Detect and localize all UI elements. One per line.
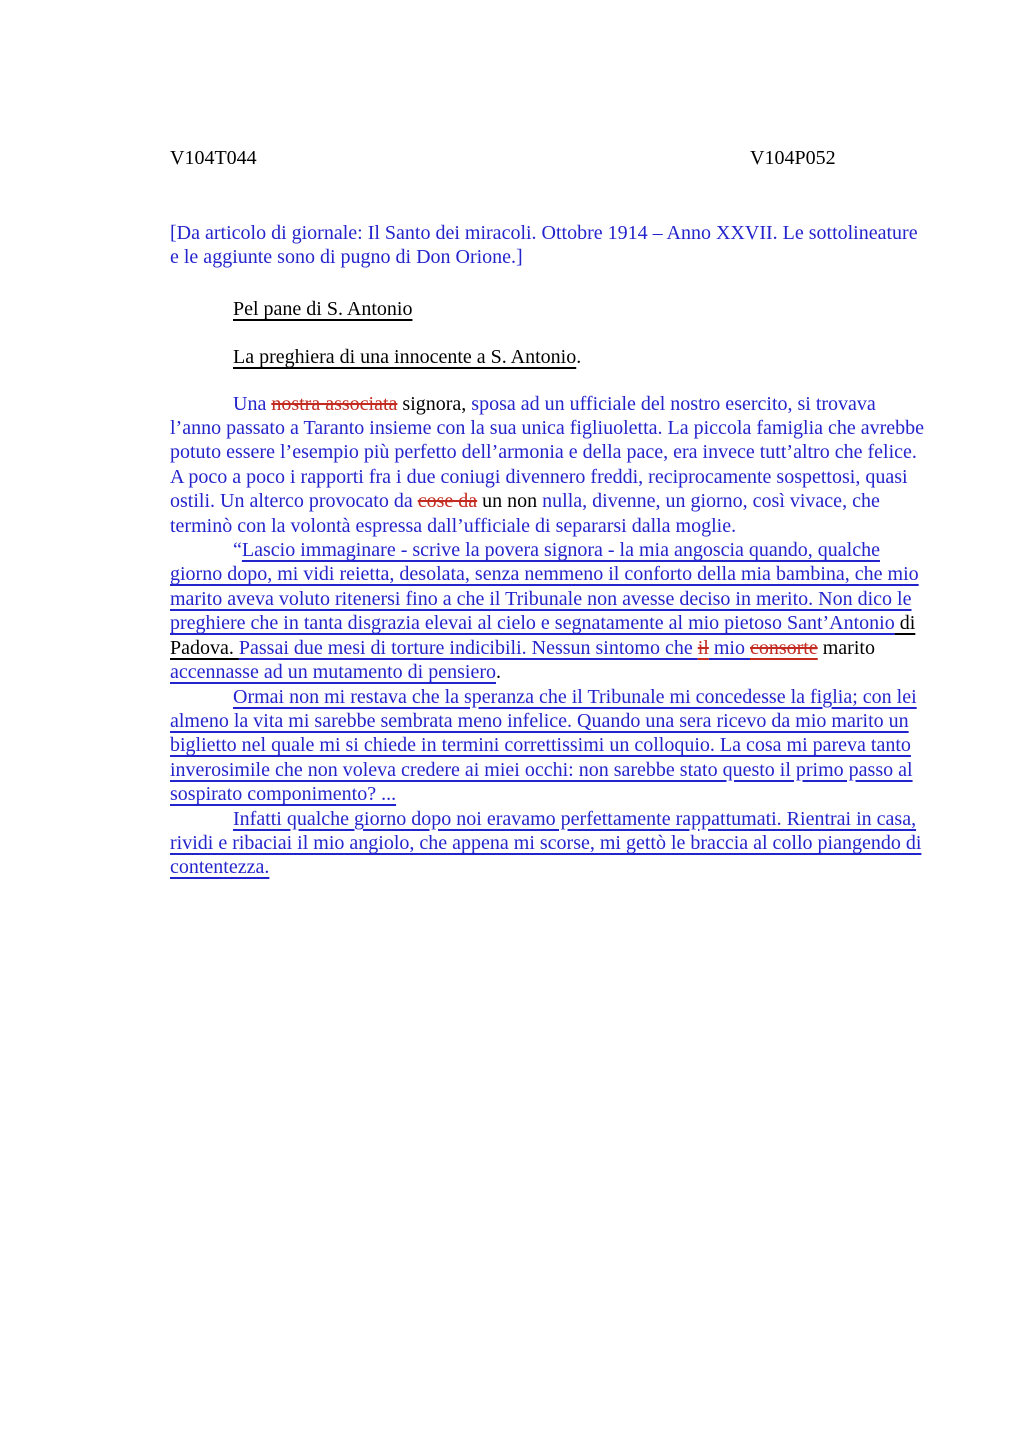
text-segment: . [576, 346, 582, 369]
text-segment: Passai due mesi di torture indicibili. Nessun sintomo che [238, 636, 698, 659]
text-segment: “ [233, 539, 242, 562]
text-segment: Lascio immaginare - scrive la povera signora - la mia angoscia quando, qualche giorno dopo, mi vidi reietta, desolata, senza nemmeno il conforto della mia bambina, che mio marito aveva voluto ritenersi fino a che il Tribunale non avesse deciso in merito. Non dico le preghiere che in tanta disgrazia elevai al cielo e segnatamente al mio pietoso Sant’Antonio [170, 539, 919, 635]
doc-code-left: V104T044 [170, 147, 257, 169]
text-segment: nulla, divenne, un giorno, così vivace, che terminò con la volontà espressa dall’ufficiale di separarsi dalla moglie. [170, 490, 880, 537]
text-segment: il [697, 636, 709, 659]
article-body [170, 392, 928, 880]
text-segment: un non [477, 490, 543, 513]
text-segment: mio [708, 636, 750, 659]
title-pel-pane [233, 297, 928, 321]
doc-code-right: V104P052 [750, 147, 836, 169]
text-segment: . [496, 661, 501, 684]
text-segment: Una [233, 392, 272, 415]
paragraph-3 [170, 685, 928, 807]
text-segment: Pel pane di S. Antonio [233, 297, 413, 320]
document-content [170, 146, 928, 880]
text-segment: [Da articolo di giornale: Il Santo dei miracoli. Ottobre 1914 – Anno XXVII. Le sottolineature e le aggiunte sono di pugno di Don Orione.] [170, 222, 918, 269]
text-segment: di Padova. [170, 612, 916, 659]
text-segment: sposa ad un ufficiale del nostro esercito, si trovava l’anno passato a Taranto insieme con la sua unica figliuoletta. La piccola famiglia che avrebbe potuto essere l’esempio più perfetto dell’armonia e della pace, era invece tutt’altro che felice. A poco a poco i rapporti fra i due coniugi divennero freddi, reciprocamente sospettosi, quasi ostili. Un alterco provocato da [170, 392, 925, 513]
text-segment: Ormai non mi restava che la speranza che il Tribunale mi concedesse la figlia; con lei almeno la vita mi sarebbe sembrata meno infelice. Quando una sera ricevo da mio marito un biglietto nel quale mi si chiede in termini correttissimi un colloquio. La cosa mi pareva tanto inverosimile che non voleva credere ai miei occhi: non sarebbe stato questo il primo passo al sospirato componimento? ... [170, 685, 917, 806]
page-header [170, 146, 928, 171]
text-segment: Infatti qualche giorno dopo noi eravamo perfettamente rappattumati. Rientrai in casa, rividi e ribaciai il mio angiolo, che appena mi scorse, mi gettò le braccia al collo piangendo di contentezza. [170, 807, 922, 879]
text-segment: marito [817, 636, 875, 659]
paragraph-2 [170, 538, 928, 684]
text-segment: La preghiera di una innocente a S. Antonio [233, 346, 577, 369]
text-segment: accennasse ad un mutamento di pensiero [170, 661, 496, 684]
text-segment: nostra associata [271, 392, 398, 415]
paragraph-1 [170, 392, 928, 538]
text-segment: cose da [417, 490, 478, 513]
editorial-note [170, 221, 928, 270]
text-segment: signora, [397, 392, 472, 415]
text-segment: consorte [749, 636, 818, 659]
paragraph-4 [170, 807, 928, 880]
title-la-preghiera [233, 345, 928, 369]
